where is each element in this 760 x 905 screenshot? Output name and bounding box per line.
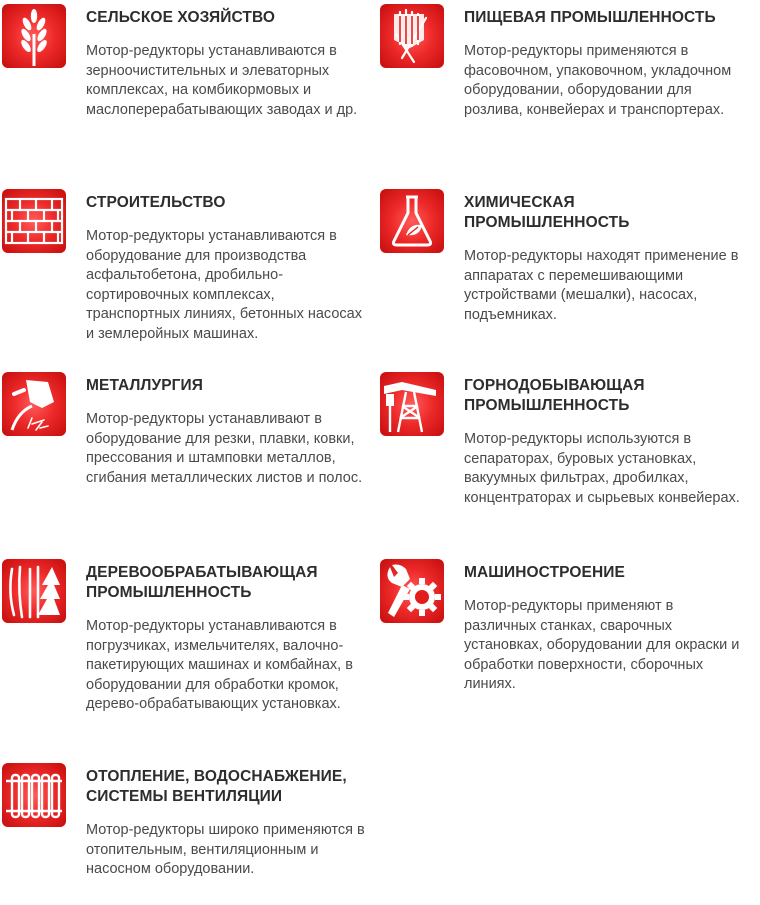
industry-description: Мотор-редукторы применяются в фасовочном, упаковочном, укладочном оборудовании, оборудовании для розлива, конвейерах и транспортерах. [464, 43, 732, 118]
industry-title: МАШИНОСТРОЕНИЕ [464, 564, 625, 581]
industry-title: ПИЩЕВАЯ ПРОМЫШЛЕННОСТЬ [464, 9, 716, 26]
industry-title: ГОРНОДОБЫВАЮЩАЯ ПРОМЫШЛЕННОСТЬ [464, 377, 645, 414]
industry-agriculture [2, 4, 372, 164]
industry-description: Мотор-редукторы устанавливаются в оборудование для производства асфальтобетона, дробильно-сортировочных комплексах, транспортных линиях, бетонных насосах и землеройных машинах. [86, 228, 362, 342]
industry-mining [380, 372, 750, 532]
industry-construction [2, 189, 372, 349]
industry-description: Мотор-редукторы находят применение в аппаратах с перемешивающими устройствами (мешалки), насосах, подъемниках. [464, 248, 739, 323]
industry-title: СЕЛЬСКОЕ ХОЗЯЙСТВО [86, 9, 276, 26]
industry-description: Мотор-редукторы устанавливают в оборудование для резки, плавки, ковки, прессования и штамповки металлов, сгибания металлических листов и полос. [86, 411, 363, 486]
industry-title: МЕТАЛЛУРГИЯ [86, 377, 204, 394]
industry-heating [2, 763, 372, 903]
industry-title: ДЕРЕВООБРАБАТЫВАЮЩАЯ ПРОМЫШЛЕННОСТЬ [86, 564, 318, 601]
wrench-gear-icon [380, 559, 444, 623]
industry-title: ХИМИЧЕСКАЯ ПРОМЫШЛЕННОСТЬ [464, 194, 630, 231]
radiator-icon [2, 763, 66, 827]
flask-icon [380, 189, 444, 253]
wheat-icon [2, 4, 66, 68]
industry-food [380, 4, 750, 144]
industry-description: Мотор-редукторы устанавливаются в зерноочистительных и элеваторных комплексах, на комбикормовых и маслоперерабатывающих заводах и др. [86, 43, 358, 118]
industry-metallurgy [2, 372, 372, 512]
brick-wall-icon [2, 189, 66, 253]
grain-ear-icon [380, 4, 444, 68]
industry-chemical [380, 189, 750, 329]
industry-engineering [380, 559, 750, 699]
industry-description: Мотор-редукторы применяют в различных станках, сварочных установках, оборудовании для окраски и обработки поверхности, сборочных линиях. [464, 598, 740, 692]
industry-title: СТРОИТЕЛЬСТВО [86, 194, 226, 211]
industry-woodworking [2, 559, 372, 739]
ladle-icon [2, 372, 66, 436]
industry-description: Мотор-редукторы используются в сепараторах, буровых установках, вакуумных фильтрах, дробилках, концентраторах и сырьевых конвейерах. [464, 431, 740, 506]
wood-planks-icon [2, 559, 66, 623]
industry-title: ОТОПЛЕНИЕ, ВОДОСНАБЖЕНИЕ, СИСТЕМЫ ВЕНТИЛЯЦИИ [86, 768, 347, 805]
industry-description: Мотор-редукторы широко применяются в отопительным, вентиляционным и насосном оборудовании. [86, 822, 365, 877]
industry-description: Мотор-редукторы устанавливаются в погрузчиках, измельчителях, валочно-пакетирующих машинах и комбайнах, в оборудовании для обработки кромок, дерево-обрабатывающих установках. [86, 618, 353, 712]
oil-pump-icon [380, 372, 444, 436]
